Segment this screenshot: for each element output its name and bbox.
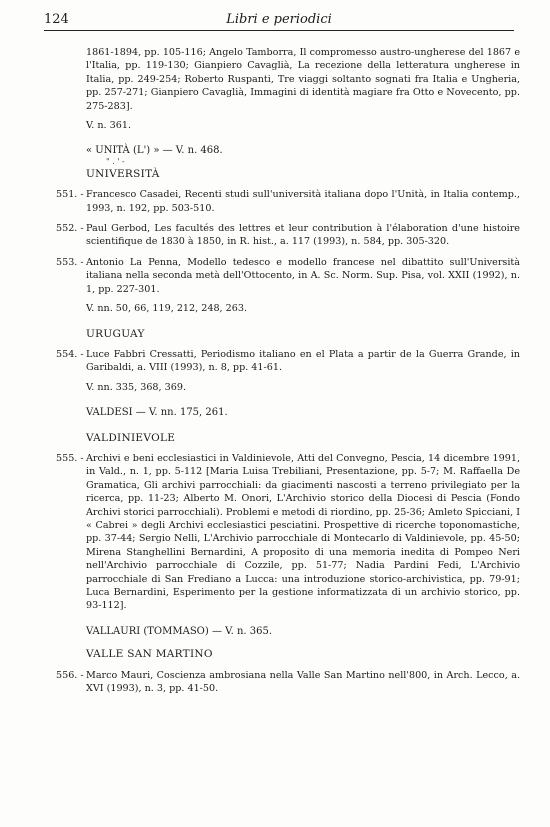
entry-554-see-also: V. nn. 335, 368, 369. — [86, 381, 186, 393]
dots-line: " . ' - — [106, 156, 125, 166]
entry-551 — [56, 188, 520, 215]
entry-number: 551. - — [56, 189, 84, 201]
entry-556 — [56, 669, 520, 696]
section-heading-vallauri: VALLAURI (TOMMASO) — V. n. 365. — [86, 625, 273, 637]
section-heading-valdinievole: VALDINIEVOLE — [86, 431, 176, 444]
continuation-see-also: V. n. 361. — [86, 120, 131, 132]
page-header — [44, 10, 514, 31]
section-heading-uruguay: URUGUAY — [86, 327, 145, 340]
entry-text: Archivi e beni ecclesiastici in Valdinievole, Atti del Convegno, Pescia, 14 dicembre 1991, in Vald., n. 1, pp. 5-112 [Maria Luisa Trebiliani, Presentazione, pp. 5-7; M. Raffaella De Gramatica, Gli archivi parrocchiali: da giacimenti nascosti a terreno privilegiato per la ricerca, pp. 11-23; Alberto M. Onori, L'Archivio storico della Diocesi di Pescia (Fondo Archivi storici parrocchiali). Problemi e metodi di riordino, pp. 25-36; Amleto Spicciani, I « Cabrei » degli Archivi ecclesiastici pesciatini. Prospettive di ricerche toponomastiche, pp. 37-44; Sergio Nelli, L'Archivio parrocchiale di Montecarlo di Valdinievole, pp. 45-50; Mirena Stanghellini Bernardini, A proposito di una memoria inedita di Pompeo Neri nell'Archivio parrocchiale di Cozzile, pp. 51-77; Nadia Pardini Fedi, L'Archivio parrocchiale di San Frediano a Lucca: una introduzione storico-archivistica, pp. 79-91; Luca Bernardini, Esperimento per la gestione informatizzata di un archivio storico, pp. 93-112]. — [86, 452, 520, 612]
entry-text: Antonio La Penna, Modello tedesco e modello francese nel dibattito sull'Università italiana nella seconda metà dell'Ottocento, in A. Sc. Norm. Sup. Pisa, vol. XXII (1992), n. 1, pp. 227-301. — [86, 256, 520, 295]
entry-number: 555. - — [56, 452, 84, 464]
entry-text: Luce Fabbri Cressatti, Periodismo italiano en el Plata a partir de la Guerra Grande, in Garibaldi, a. VIII (1993), n. 8, pp. 41-61. — [86, 348, 520, 374]
section-heading-valdesi: VALDESI — V. nn. 175, 261. — [86, 407, 228, 419]
continuation-text: 1861-1894, pp. 105-116; Angelo Tamborra, Il compromesso austro-ungherese del 1867 e l'Italia, pp. 119-130; Gianpiero Cavaglià, La recezione della letteratura ungherese in Italia, pp. 249-254; Roberto Ruspanti, Tre viaggi soltanto sognati fra Italia e Ungheria, pp. 257-271; Gianpiero Cavaglià, Immagini di identità magiare fra Otto e Novecento, pp. 275-283]. — [86, 47, 520, 112]
section-heading-valle-san-martino: VALLE SAN MARTINO — [86, 648, 213, 661]
running-head: Libri e periodici — [226, 12, 332, 27]
entry-552 — [56, 222, 520, 249]
entry-text: Francesco Casadei, Recenti studi sull'università italiana dopo l'Unità, in Italia contemp., 1993, n. 192, pp. 503-510. — [86, 189, 520, 214]
entry-553-see-also: V. nn. 50, 66, 119, 212, 248, 263. — [86, 303, 248, 315]
entry-text: Marco Mauri, Coscienza ambrosiana nella Valle San Martino nell'800, in Arch. Lecco, a. XVI (1993), n. 3, pp. 41-50. — [86, 669, 520, 695]
entry-555 — [56, 452, 520, 613]
entry-number: 556. - — [56, 669, 84, 681]
entry-number: 554. - — [56, 348, 84, 360]
entry-554 — [56, 348, 520, 375]
page-content — [56, 46, 520, 695]
entry-text: Paul Gerbod, Les facultés des lettres et leur contribution à l'élaboration d'une histoire scientifique de 1830 à 1850, in R. hist., a. 117 (1993), n. 584, pp. 305-320. — [86, 223, 520, 248]
entry-number: 553. - — [56, 256, 84, 268]
entry-553 — [56, 256, 520, 296]
section-heading-universita: UNIVERSITÀ — [86, 167, 160, 180]
section-heading-unita: « UNITÀ (L') » — V. n. 468. — [86, 145, 223, 157]
entry-number: 552. - — [56, 223, 84, 235]
page-number: 124 — [44, 12, 69, 27]
